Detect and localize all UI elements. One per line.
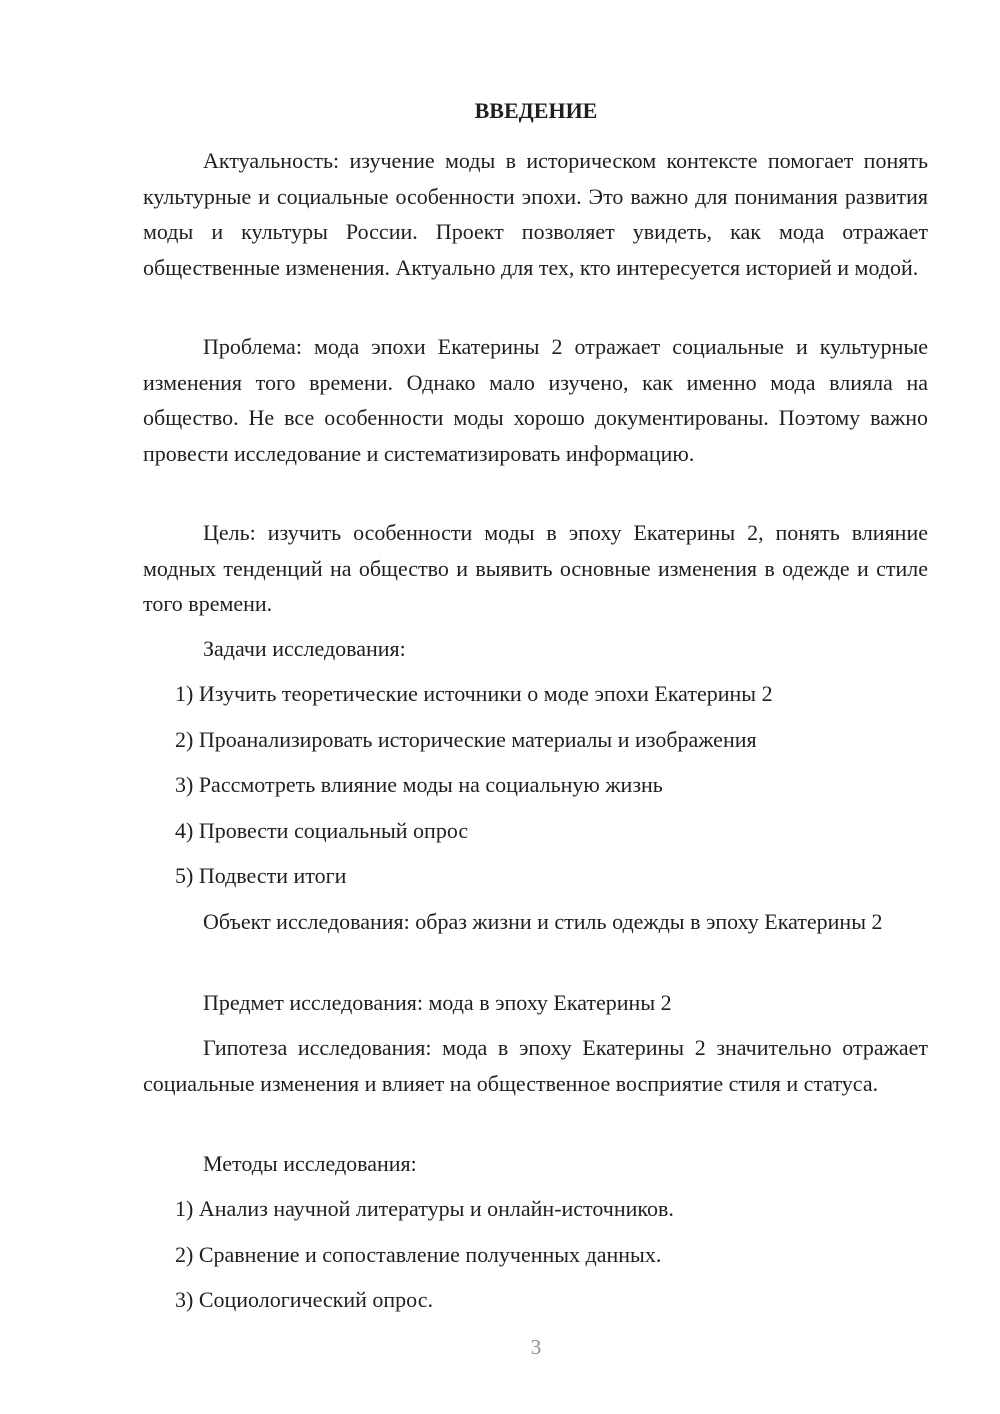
page-number: 3 bbox=[530, 1335, 542, 1359]
object-paragraph: Объект исследования: образ жизни и стиль одежды в эпоху Екатерины 2 bbox=[203, 909, 883, 934]
task-item: 5) Подвести итоги bbox=[175, 863, 347, 888]
subject-paragraph: Предмет исследования: мода в эпоху Екатерины 2 bbox=[203, 990, 672, 1015]
problem-paragraph: Проблема: мода эпохи Екатерины 2 отражает социальные и культурные изменения того времени. Однако мало изучено, как именно мода влияла на общество. Не все особенности моды хорошо документированы. Поэтому важно провести исследование и систематизировать информацию. bbox=[143, 334, 928, 466]
method-item: 3) Социологический опрос. bbox=[175, 1287, 433, 1312]
hypothesis-paragraph: Гипотеза исследования: мода в эпоху Екатерины 2 значительно отражает социальные изменения и влияет на общественное восприятие стиля и статуса. bbox=[143, 1035, 928, 1096]
page-title: ВВЕДЕНИЕ bbox=[474, 98, 598, 123]
method-item: 2) Сравнение и сопоставление полученных данных. bbox=[175, 1242, 662, 1267]
task-item: 1) Изучить теоретические источники о моде эпохи Екатерины 2 bbox=[175, 681, 773, 706]
task-item: 3) Рассмотреть влияние моды на социальную жизнь bbox=[175, 772, 663, 797]
relevance-paragraph: Актуальность: изучение моды в историческом контексте помогает понять культурные и социальные особенности эпохи. Это важно для понимания развития моды и культуры России. Проект позволяет увидеть, как мода отражает общественные изменения. Актуально для тех, кто интересуется историей и модой. bbox=[143, 148, 928, 280]
task-item: 2) Проанализировать исторические материалы и изображения bbox=[175, 727, 757, 752]
methods-heading: Методы исследования: bbox=[203, 1151, 417, 1176]
task-item: 4) Провести социальный опрос bbox=[175, 818, 469, 843]
goal-paragraph: Цель: изучить особенности моды в эпоху Екатерины 2, понять влияние модных тенденций на общество и выявить основные изменения в одежде и стиле того времени. bbox=[143, 520, 928, 616]
method-item: 1) Анализ научной литературы и онлайн-источников. bbox=[175, 1196, 674, 1221]
tasks-heading: Задачи исследования: bbox=[203, 636, 406, 661]
